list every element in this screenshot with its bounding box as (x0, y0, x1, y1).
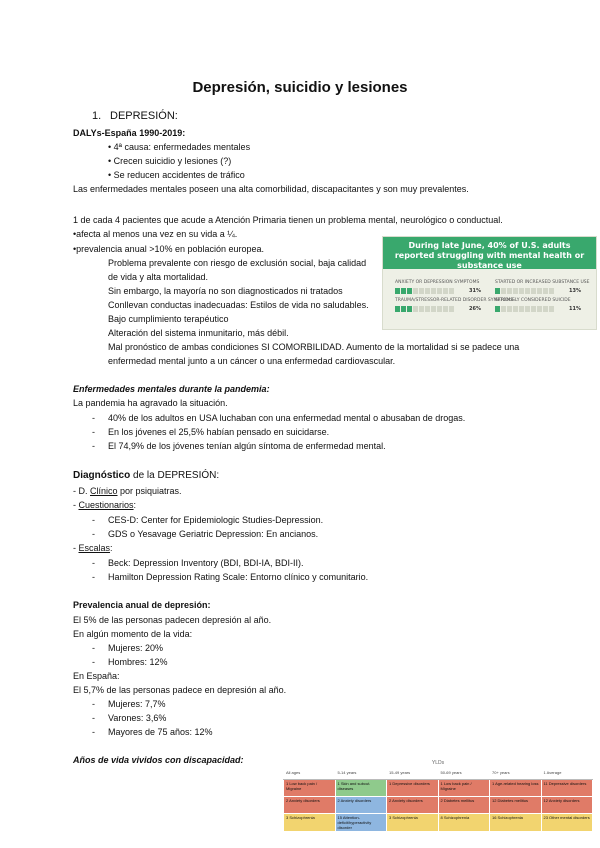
bar-segment (513, 288, 518, 294)
table-cell: 8 Schizophrenia (438, 814, 490, 832)
comorbidity-text: Las enfermedades mentales poseen una alta comorbilidad, discapacitantes y son muy prevalentes. (73, 184, 469, 194)
prevalence-text: •prevalencia anual >10% en población europea. (73, 244, 265, 254)
colon: : (133, 500, 137, 510)
bar-segment (437, 288, 442, 294)
list-item: - (92, 643, 95, 653)
table-cell: 3 Schizophrenia (284, 814, 336, 832)
table-cell: 2 Anxiety disorders (284, 797, 336, 814)
table-cell: 1 Skin and subcut. diseases (335, 780, 387, 797)
bar-segment (525, 306, 530, 312)
scale-item: Hamilton Depression Rating Scale: Entorno clínico y comunitario. (108, 572, 369, 582)
prevalence-line: En algún momento de la vida: (73, 629, 193, 639)
bar-segment (519, 288, 524, 294)
bar-segment (495, 288, 500, 294)
spain-item: Mujeres: 7,7% (108, 699, 166, 709)
bar-segment (519, 306, 524, 312)
primary-point: Conllevan conductas inadecuadas: Estilos de vida no saludables. (108, 300, 369, 310)
bar-segment (543, 306, 548, 312)
table-cell: 1 Low back pain / Migraine (438, 780, 490, 797)
bar-segment (443, 288, 448, 294)
pandemic-intro: La pandemia ha agravado la situación. (73, 398, 228, 408)
questionnaire-item: GDS o Yesavage Geriatric Depression: En ancianos. (108, 529, 319, 539)
primary-point: Bajo cumplimiento terapéutico (108, 314, 229, 324)
list-item: - (92, 441, 95, 451)
disability-heading: Años de vida vividos con discapacidad: (73, 755, 244, 765)
prefix: - D. (73, 486, 90, 496)
table-row (284, 780, 593, 797)
stat-value: 31% (469, 288, 481, 294)
table-cell: 1 Age-related hearing loss (490, 780, 542, 797)
table-cell: 2 Diabetes mellitus (438, 797, 490, 814)
table-cell: 12 Diabetes mellitus (490, 797, 542, 814)
pandemic-item: 40% de los adultos en USA luchaban con una enfermedad mental o abusaban de drogas. (108, 413, 466, 423)
bar-segment (395, 288, 400, 294)
questionnaire-item: CES-D: Center for Epidemiologic Studies-Depression. (108, 515, 324, 525)
bar-segment (507, 288, 512, 294)
bar-segment (531, 306, 536, 312)
diagnosis-heading-bold: Diagnóstico (73, 470, 131, 481)
bar-segment (407, 306, 412, 312)
table-cell: 12 Anxiety disorders (541, 797, 593, 814)
table-cell: 1 Low back pain / Migraine (284, 780, 336, 797)
list-item: - (92, 427, 95, 437)
questionnaires-word: Cuestionarios (78, 500, 134, 510)
bar-segment (543, 288, 548, 294)
list-item: - (92, 529, 95, 539)
diagnosis-heading-rest: de la DEPRESIÓN: (130, 470, 220, 481)
table-cell: 1 Depressive disorders (387, 780, 439, 797)
scale-item: Beck: Depression Inventory (BDI, BDI-IA, BDI-II). (108, 558, 304, 568)
prevalence-heading: Prevalencia anual de depresión: (73, 600, 211, 610)
prevalence-line: El 5% de las personas padecen depresión al año. (73, 615, 272, 625)
bar-segment (443, 306, 448, 312)
primary-point: de vida y alta mortalidad. (108, 272, 209, 282)
clinic-word: Clínico (90, 486, 118, 496)
lifetime-item: Hombres: 12% (108, 657, 168, 667)
lifetime-item: Mujeres: 20% (108, 643, 164, 653)
table-cell: 15 Attention-deficit/hyperactivity disorder (335, 814, 387, 832)
list-item: - (92, 558, 95, 568)
bar-segment (501, 288, 506, 294)
prefix: - (73, 500, 79, 510)
diagnosis-heading (73, 470, 219, 481)
table-caption: YLDs (431, 760, 445, 766)
bar-segment (425, 288, 430, 294)
list-item: - (92, 713, 95, 723)
bar-segment (501, 306, 506, 312)
table-body (284, 780, 593, 832)
table-cell: 16 Schizophrenia (490, 814, 542, 832)
infographic (382, 236, 597, 330)
primary-point: Alteración del sistema inmunitario, más débil. (108, 328, 289, 338)
list-item: - (92, 515, 95, 525)
yld-grid (283, 768, 593, 832)
list-item: • Se reducen accidentes de tráfico (108, 170, 245, 180)
dalys-label: DALYs-España 1990-2019: (73, 128, 186, 138)
bar-segment (549, 306, 554, 312)
spain-label: En España: (73, 671, 120, 681)
pandemic-item: En los jóvenes el 25,5% habían pensado en suicidarse. (108, 427, 330, 437)
clinic-rest: por psiquiatras. (117, 486, 182, 496)
bullet-text: Crecen suicidio y lesiones (?) (113, 156, 232, 166)
bar-segment (419, 288, 424, 294)
bar-segment (537, 288, 542, 294)
pandemic-heading: Enfermedades mentales durante la pandemia: (73, 384, 270, 394)
table-cell: 2 Anxiety disorders (387, 797, 439, 814)
yld-table (283, 760, 593, 832)
stat-label: TRAUMA/STRESSOR-RELATED DISORDER SYMPTOMS (395, 298, 514, 303)
table-header-cell: 15-49 years (387, 769, 439, 780)
diagnosis-scales (73, 543, 113, 554)
table-cell: 3 Schizophrenia (387, 814, 439, 832)
bar-segment (531, 288, 536, 294)
bar-segment (431, 288, 436, 294)
primary-intro: 1 de cada 4 pacientes que acude a Atención Primaria tienen un problema mental, neurológico o conductual. (73, 215, 503, 225)
spain-item: Varones: 3,6% (108, 713, 167, 723)
bar-segment (437, 306, 442, 312)
primary-point: Sin embargo, la mayoría no son diagnosticados ni tratados (108, 286, 343, 296)
table-cell: 23 Other mental disorders (541, 814, 593, 832)
spain-line: El 5,7% de las personas padece en depresión al año. (73, 685, 287, 695)
stat-value: 13% (569, 288, 581, 294)
primary-point: enfermedad mental junto a un cáncer o una enfermedad cardiovascular. (108, 356, 396, 366)
list-item: - (92, 727, 95, 737)
list-item: - (92, 572, 95, 582)
prefix: - (73, 543, 79, 553)
bar-segment (413, 306, 418, 312)
stat-value: 26% (469, 306, 481, 312)
colon: : (110, 543, 113, 553)
bar-segment (525, 288, 530, 294)
table-header-row (284, 769, 593, 780)
bar-segment (401, 288, 406, 294)
bar-segment (449, 288, 454, 294)
table-header-cell: 50-69 years (438, 769, 490, 780)
stat-bar (495, 306, 554, 312)
bar-segment (513, 306, 518, 312)
table-header-cell: 70+ years (490, 769, 542, 780)
stat-bar (395, 288, 454, 294)
bar-segment (449, 306, 454, 312)
section-heading: DEPRESIÓN: (110, 110, 178, 122)
table-header-cell: 5-14 years (335, 769, 387, 780)
stat-label: SERIOUSLY CONSIDERED SUICIDE (495, 298, 571, 303)
stat-label: ANXIETY OR DEPRESSION SYMPTOMS (395, 280, 480, 285)
list-item: • Crecen suicidio y lesiones (?) (108, 156, 232, 166)
page-title: Depresión, suicidio y lesiones (192, 79, 408, 96)
stat-label: STARTED OR INCREASED SUBSTANCE USE (495, 280, 590, 285)
bar-segment (549, 288, 554, 294)
table-header-cell: All ages (284, 769, 336, 780)
list-item: - (92, 699, 95, 709)
scales-word: Escalas (78, 543, 111, 553)
infographic-headline: During late June, 40% of U.S. adults reported struggling with mental health or substance use (383, 237, 596, 269)
table-cell: 11 Depressive disorders (541, 780, 593, 797)
primary-point: Mal pronóstico de ambas condiciones SI COMORBILIDAD. Aumento de la mortalidad si se padece una (108, 342, 520, 352)
bar-segment (507, 306, 512, 312)
table-header-cell: 1 Average (541, 769, 593, 780)
pandemic-item: El 74,9% de los jóvenes tenían algún síntoma de enfermedad mental. (108, 441, 386, 451)
bar-segment (537, 306, 542, 312)
diagnosis-questionnaires (73, 500, 136, 511)
stat-value: 11% (569, 306, 581, 312)
bar-segment (395, 306, 400, 312)
bar-segment (495, 306, 500, 312)
diagnosis-clinic (73, 486, 182, 497)
table-cell: 2 Anxiety disorders (335, 797, 387, 814)
stat-bar (395, 306, 454, 312)
bullet-text: 4ª causa: enfermedades mentales (113, 142, 251, 152)
spain-item: Mayores de 75 años: 12% (108, 727, 213, 737)
primary-point: Problema prevalente con riesgo de exclusión social, baja calidad (108, 258, 367, 268)
stat-bar (495, 288, 554, 294)
section-number: 1. (92, 110, 102, 122)
bar-segment (401, 306, 406, 312)
list-item: - (92, 413, 95, 423)
bar-segment (431, 306, 436, 312)
list-item: - (92, 657, 95, 667)
bar-segment (413, 288, 418, 294)
bar-segment (419, 306, 424, 312)
affect-text: •afecta al menos una vez en su vida a ¼. (73, 229, 238, 239)
bar-segment (407, 288, 412, 294)
table-row (284, 814, 593, 832)
table-row (284, 797, 593, 814)
list-item: • 4ª causa: enfermedades mentales (108, 142, 251, 152)
bar-segment (425, 306, 430, 312)
bullet-text: Se reducen accidentes de tráfico (113, 170, 245, 180)
